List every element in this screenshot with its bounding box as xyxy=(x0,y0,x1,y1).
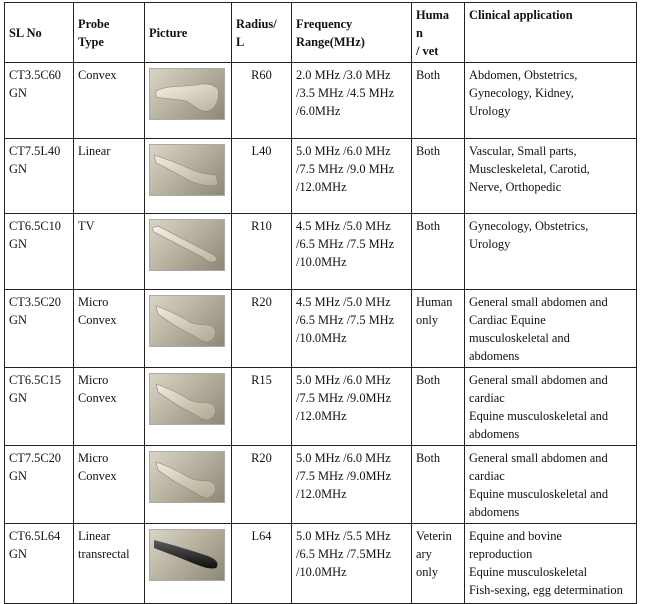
human-vet-cell: Veterin ary only xyxy=(412,523,465,603)
header-probe-type: Probe Type xyxy=(74,3,145,63)
table-row xyxy=(5,289,637,367)
clinical-application-cell: Abdomen, Obstetrics, Gynecology, Kidney, Urology xyxy=(465,63,637,139)
clinical-application-cell: Equine and bovine reproduction Equine musculoskeletal Fish-sexing, egg determination xyxy=(465,523,637,603)
picture-cell xyxy=(145,63,232,139)
sl-no-cell: CT7.5L40 GN xyxy=(5,138,74,214)
radius-cell: L64 xyxy=(232,523,292,603)
header-human-vet: Huma n / vet xyxy=(412,3,465,63)
sl-no-cell: CT6.5C15 GN xyxy=(5,367,74,445)
table-row xyxy=(5,445,637,523)
frequency-cell: 4.5 MHz /5.0 MHz /6.5 MHz /7.5 MHz /10.0MHz xyxy=(292,289,412,367)
probe-type-cell: Linear transrectal xyxy=(74,523,145,603)
sl-no-cell: CT3.5C60 GN xyxy=(5,63,74,139)
micro-convex-probe-image xyxy=(149,451,225,503)
radius-cell: R15 xyxy=(232,367,292,445)
micro-convex-probe-image xyxy=(149,295,225,347)
radius-cell: R20 xyxy=(232,289,292,367)
frequency-cell: 5.0 MHz /6.0 MHz /7.5 MHz /9.0 MHz /12.0MHz xyxy=(292,138,412,214)
sl-no-cell: CT3.5C20 GN xyxy=(5,289,74,367)
sl-no-cell: CT6.5L64 GN xyxy=(5,523,74,603)
probe-type-cell: Micro Convex xyxy=(74,367,145,445)
probe-type-cell: Micro Convex xyxy=(74,445,145,523)
human-vet-cell: Both xyxy=(412,367,465,445)
sl-no-cell: CT6.5C10 GN xyxy=(5,214,74,290)
radius-cell: R60 xyxy=(232,63,292,139)
clinical-application-cell: General small abdomen and Cardiac Equine musculoskeletal and abdomens xyxy=(465,289,637,367)
header-picture: Picture xyxy=(145,3,232,63)
picture-cell xyxy=(145,138,232,214)
picture-cell xyxy=(145,214,232,290)
table-row xyxy=(5,214,637,290)
probe-type-cell: Convex xyxy=(74,63,145,139)
clinical-application-cell: Gynecology, Obstetrics, Urology xyxy=(465,214,637,290)
radius-cell: L40 xyxy=(232,138,292,214)
table-row xyxy=(5,138,637,214)
human-vet-cell: Both xyxy=(412,214,465,290)
linear-probe-image xyxy=(149,144,225,196)
human-vet-cell: Both xyxy=(412,63,465,139)
table-row xyxy=(5,523,637,603)
transvaginal-probe-image xyxy=(149,219,225,271)
header-sl-no: SL No xyxy=(5,3,74,63)
probe-spec-table xyxy=(4,2,637,604)
table-row xyxy=(5,367,637,445)
sl-no-cell: CT7.5C20 GN xyxy=(5,445,74,523)
frequency-cell: 4.5 MHz /5.0 MHz /6.5 MHz /7.5 MHz /10.0MHz xyxy=(292,214,412,290)
header-row xyxy=(5,3,637,63)
header-frequency: Frequency Range(MHz) xyxy=(292,3,412,63)
picture-cell xyxy=(145,445,232,523)
picture-cell xyxy=(145,367,232,445)
human-vet-cell: Both xyxy=(412,138,465,214)
header-radius: Radius/ L xyxy=(232,3,292,63)
micro-convex-probe-image xyxy=(149,373,225,425)
convex-probe-image xyxy=(149,68,225,120)
radius-cell: R10 xyxy=(232,214,292,290)
probe-type-cell: TV xyxy=(74,214,145,290)
probe-type-cell: Linear xyxy=(74,138,145,214)
frequency-cell: 5.0 MHz /6.0 MHz /7.5 MHz /9.0MHz /12.0MHz xyxy=(292,445,412,523)
human-vet-cell: Human only xyxy=(412,289,465,367)
clinical-application-cell: Vascular, Small parts, Muscleskeletal, Carotid, Nerve, Orthopedic xyxy=(465,138,637,214)
picture-cell xyxy=(145,289,232,367)
clinical-application-cell: General small abdomen and cardiac Equine musculoskeletal and abdomens xyxy=(465,367,637,445)
frequency-cell: 5.0 MHz /6.0 MHz /7.5 MHz /9.0MHz /12.0MHz xyxy=(292,367,412,445)
table-row xyxy=(5,63,637,139)
frequency-cell: 2.0 MHz /3.0 MHz /3.5 MHz /4.5 MHz /6.0MHz xyxy=(292,63,412,139)
frequency-cell: 5.0 MHz /5.5 MHz /6.5 MHz /7.5MHz /10.0MHz xyxy=(292,523,412,603)
radius-cell: R20 xyxy=(232,445,292,523)
probe-type-cell: Micro Convex xyxy=(74,289,145,367)
header-clinical-application: Clinical application xyxy=(465,3,637,63)
clinical-application-cell: General small abdomen and cardiac Equine musculoskeletal and abdomens xyxy=(465,445,637,523)
transrectal-probe-image xyxy=(149,529,225,581)
picture-cell xyxy=(145,523,232,603)
human-vet-cell: Both xyxy=(412,445,465,523)
